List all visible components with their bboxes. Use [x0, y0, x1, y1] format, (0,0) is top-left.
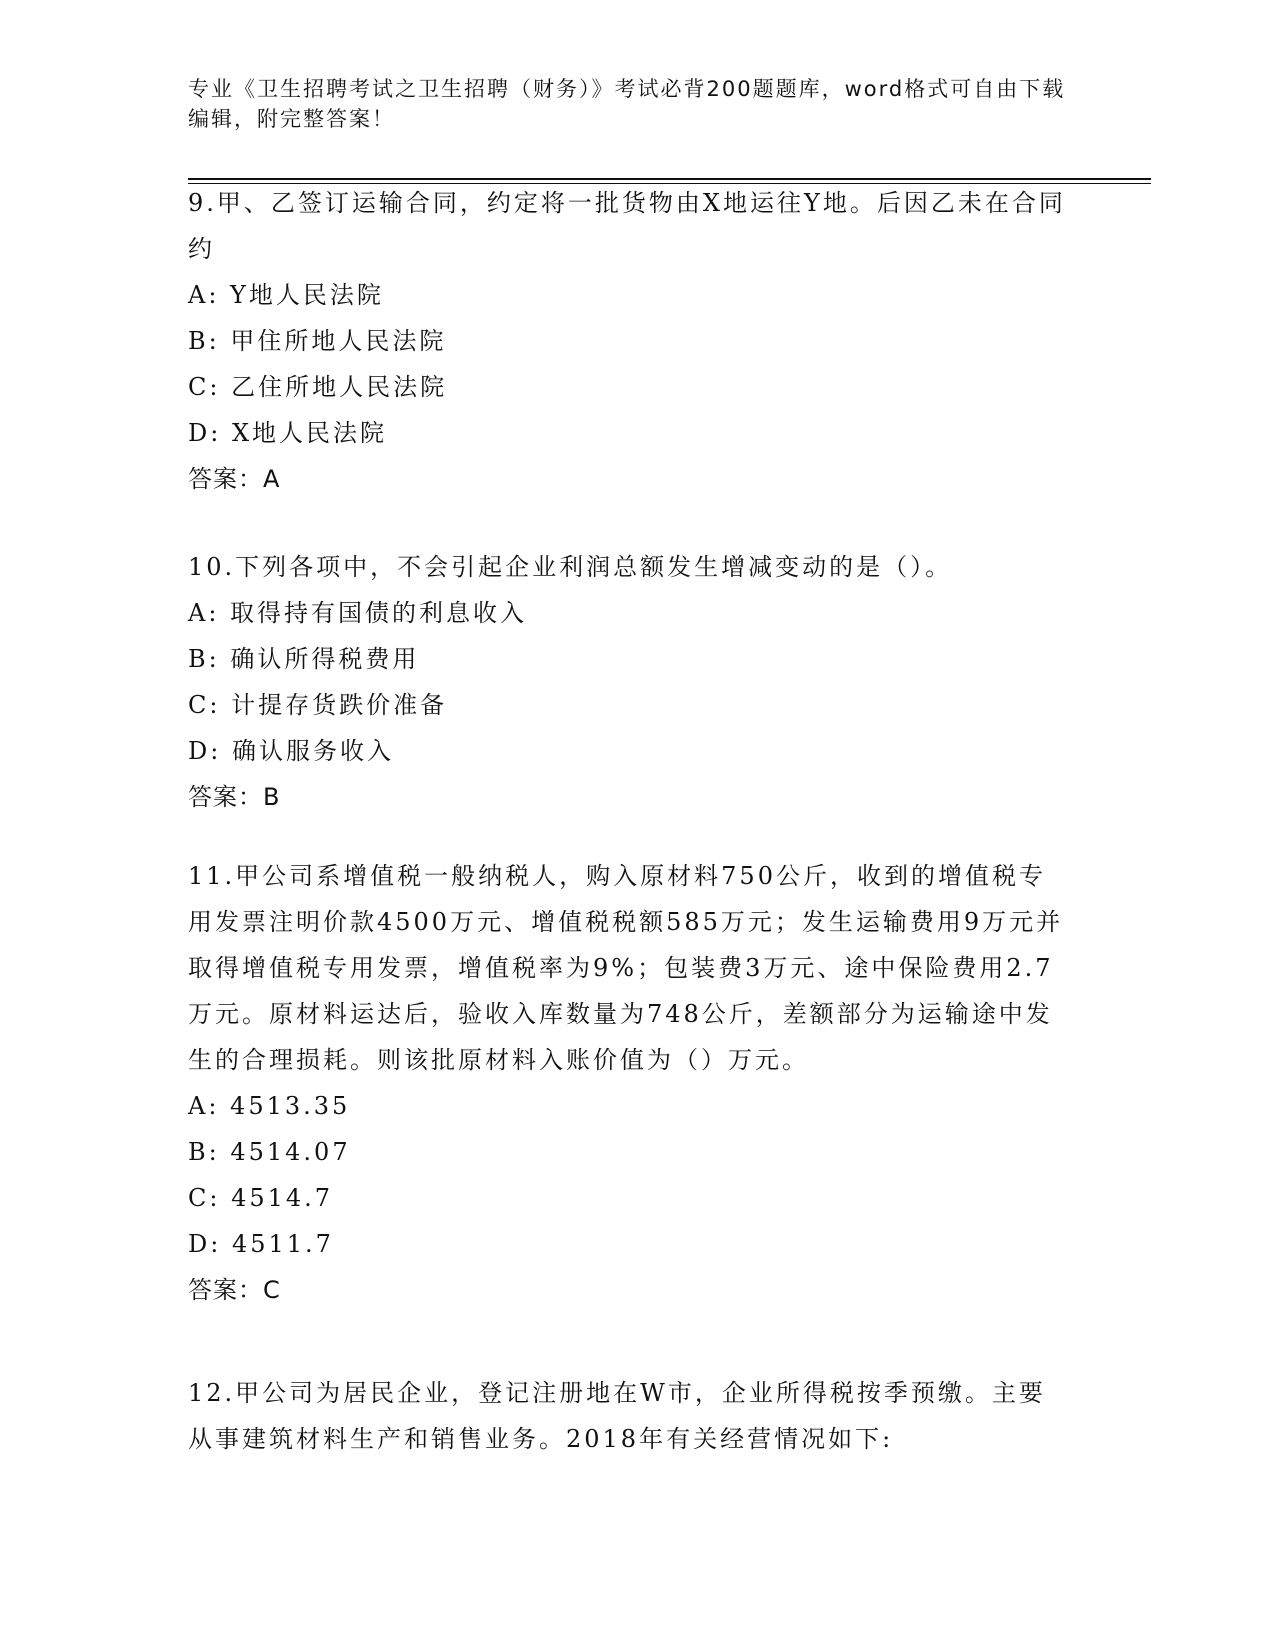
option-a: A: 4513.35 — [188, 1092, 351, 1120]
document-header: 专业《卫生招聘考试之卫生招聘（财务）》考试必背200题题库，word格式可自由下载编辑，附完整答案！ — [188, 77, 1066, 131]
question-stem: 9.甲、乙签订运输合同，约定将一批货物由X地运往Y地。后因乙未在合同约 — [188, 189, 1066, 263]
question-9 — [188, 180, 1068, 502]
option-b: B: 4514.07 — [188, 1138, 351, 1166]
option-a: A: Y地人民法院 — [188, 281, 384, 309]
option-c: C: 4514.7 — [188, 1184, 334, 1212]
question-stem: 12.甲公司为居民企业，登记注册地在W市，企业所得税按季预缴。主要从事建筑材料生产和销售业务。2018年有关经营情况如下: — [188, 1379, 1046, 1453]
option-a: A: 取得持有国债的利息收入 — [188, 599, 528, 627]
answer-line: 答案：C — [188, 1276, 281, 1304]
option-c: C: 乙住所地人民法院 — [188, 373, 448, 401]
option-d: D: 4511.7 — [188, 1230, 334, 1258]
answer-line: 答案：B — [188, 783, 281, 811]
option-b: B: 确认所得税费用 — [188, 645, 420, 673]
option-d: D: X地人民法院 — [188, 419, 388, 447]
question-11 — [188, 853, 1068, 1313]
option-b: B: 甲住所地人民法院 — [188, 327, 447, 355]
question-stem: 11.甲公司系增值税一般纳税人，购入原材料750公斤，收到的增值税专用发票注明价款4500万元、增值税税额585万元；发生运输费用9万元并取得增值税专用发票，增值税率为9%；包装费3万元、途中保险费用2.7万元。原材料运达后，验收入库数量为748公斤，差额部分为运输途中发生的合理损耗。则该批原材料入账价值为（）万元。 — [188, 862, 1064, 1074]
question-10 — [188, 544, 1068, 820]
option-c: C: 计提存货跌价准备 — [188, 691, 448, 719]
option-d: D: 确认服务收入 — [188, 737, 394, 765]
answer-line: 答案：A — [188, 465, 281, 493]
question-stem: 10.下列各项中，不会引起企业利润总额发生增减变动的是（）。 — [188, 553, 953, 581]
question-12 — [188, 1370, 1068, 1462]
